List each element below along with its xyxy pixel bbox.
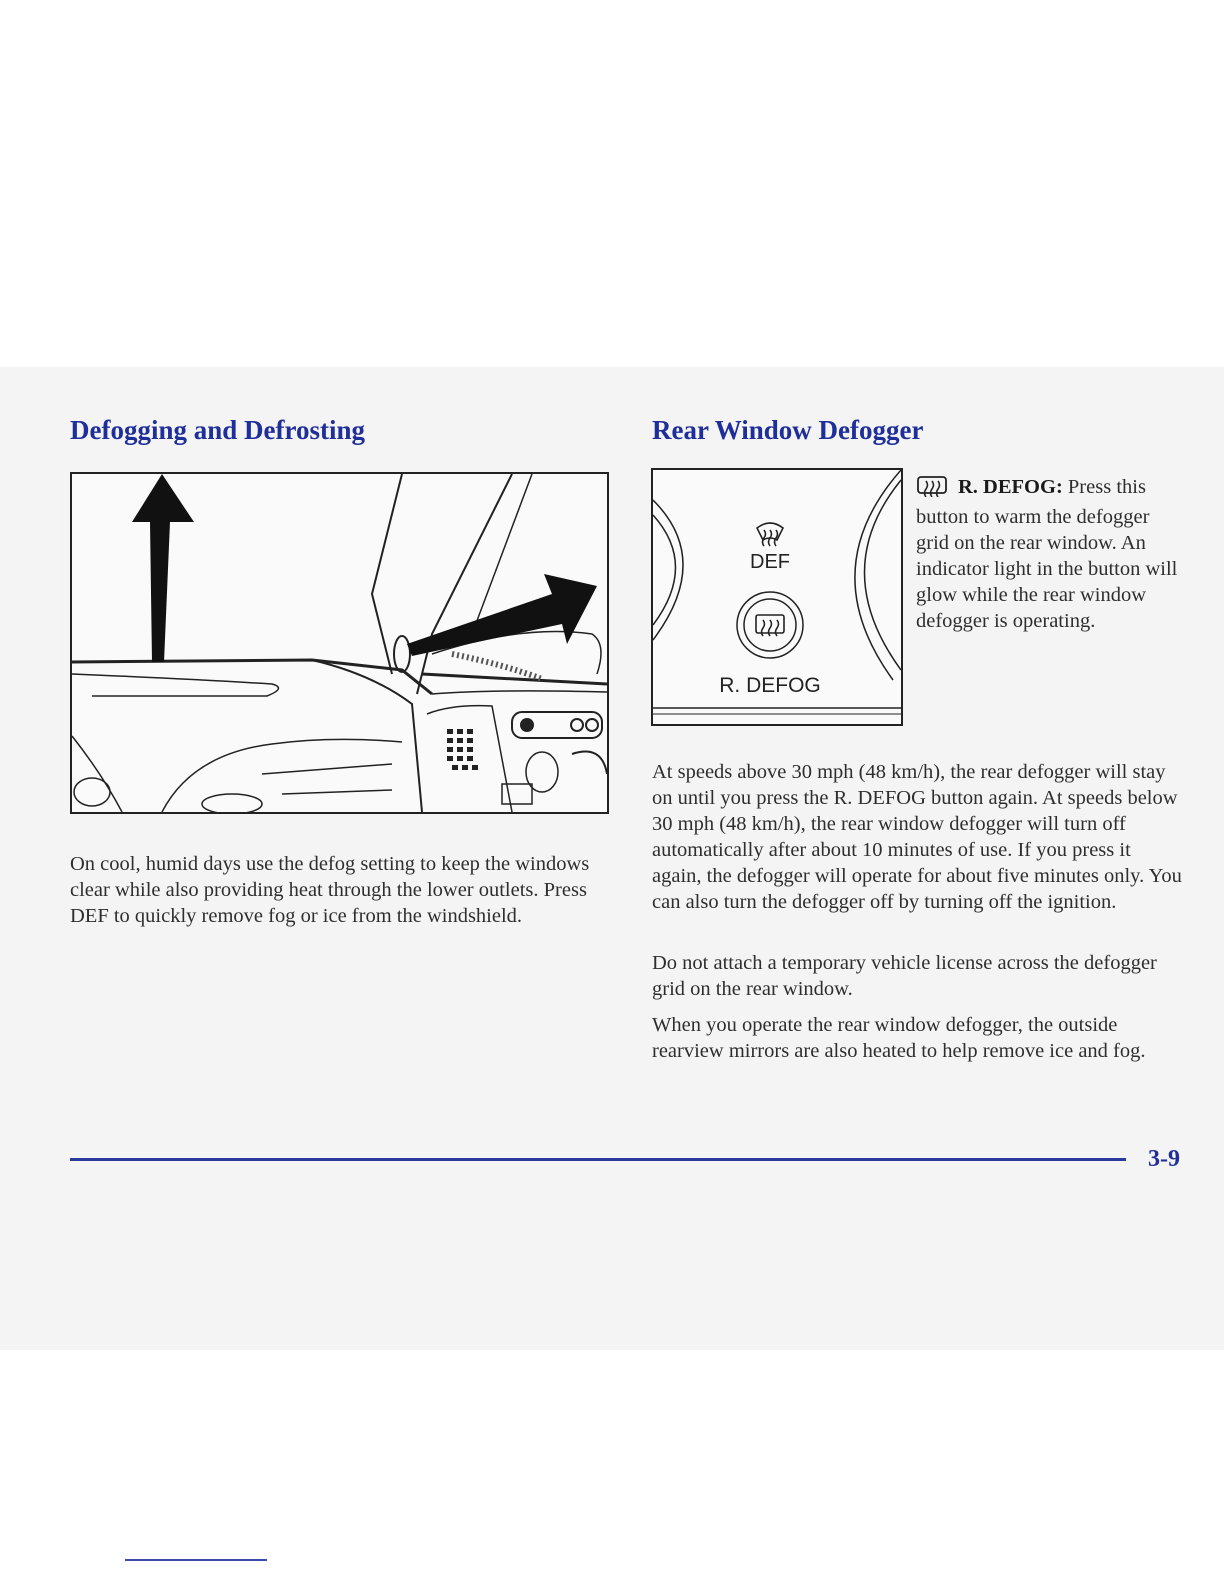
control-panel-drawing (653, 470, 901, 724)
callout-lead: R. DEFOG: (958, 476, 1063, 498)
rear-defrost-button-icon (756, 615, 784, 636)
dashboard-drawing (72, 474, 607, 812)
speed-paragraph: At speeds above 30 mph (48 km/h), the rear defogger will stay on until you press the R. DEFOG button again. At speeds below 30 mph (48 km/h), the rear window defogger will turn off automatically after about 10 minutes of use. If you press it again, the defogger will operate for about five minutes only. You can also turn the defogger off by turning off the ignition. (652, 761, 1182, 913)
control-panel-illustration (651, 468, 903, 726)
bottom-rule (125, 1559, 267, 1561)
rear-defrost-icon (916, 475, 950, 504)
side-arrow-icon (407, 574, 597, 656)
rdefog-label: R. DEFOG (719, 674, 821, 697)
mirrors-paragraph: When you operate the rear window defogger, the outside rearview mirrors are also heated to help remove ice and fog. (652, 1014, 1146, 1062)
section-heading-rear-defogger: Rear Window Defogger (652, 415, 924, 445)
up-arrow-icon (132, 474, 194, 662)
section-heading-defogging: Defogging and Defrosting (70, 415, 366, 445)
front-defrost-icon (757, 523, 783, 546)
license-paragraph: Do not attach a temporary vehicle license across the defogger grid on the rear window. (652, 952, 1157, 1000)
def-label: DEF (750, 551, 790, 573)
dashboard-airflow-illustration (70, 472, 609, 814)
page-number: 3-9 (1148, 1146, 1180, 1172)
rdefog-callout (916, 474, 1184, 634)
defog-paragraph: On cool, humid days use the defog setting to keep the windows clear while also providing heat through the lower outlets. Press DEF to quickly remove fog or ice from the windshield. (70, 853, 590, 927)
footer-rule (70, 1158, 1126, 1161)
callout-text: Press this button to warm the defogger grid on the rear window. An indicator light in the button will glow while the rear window defogger is operating. (916, 476, 1178, 632)
